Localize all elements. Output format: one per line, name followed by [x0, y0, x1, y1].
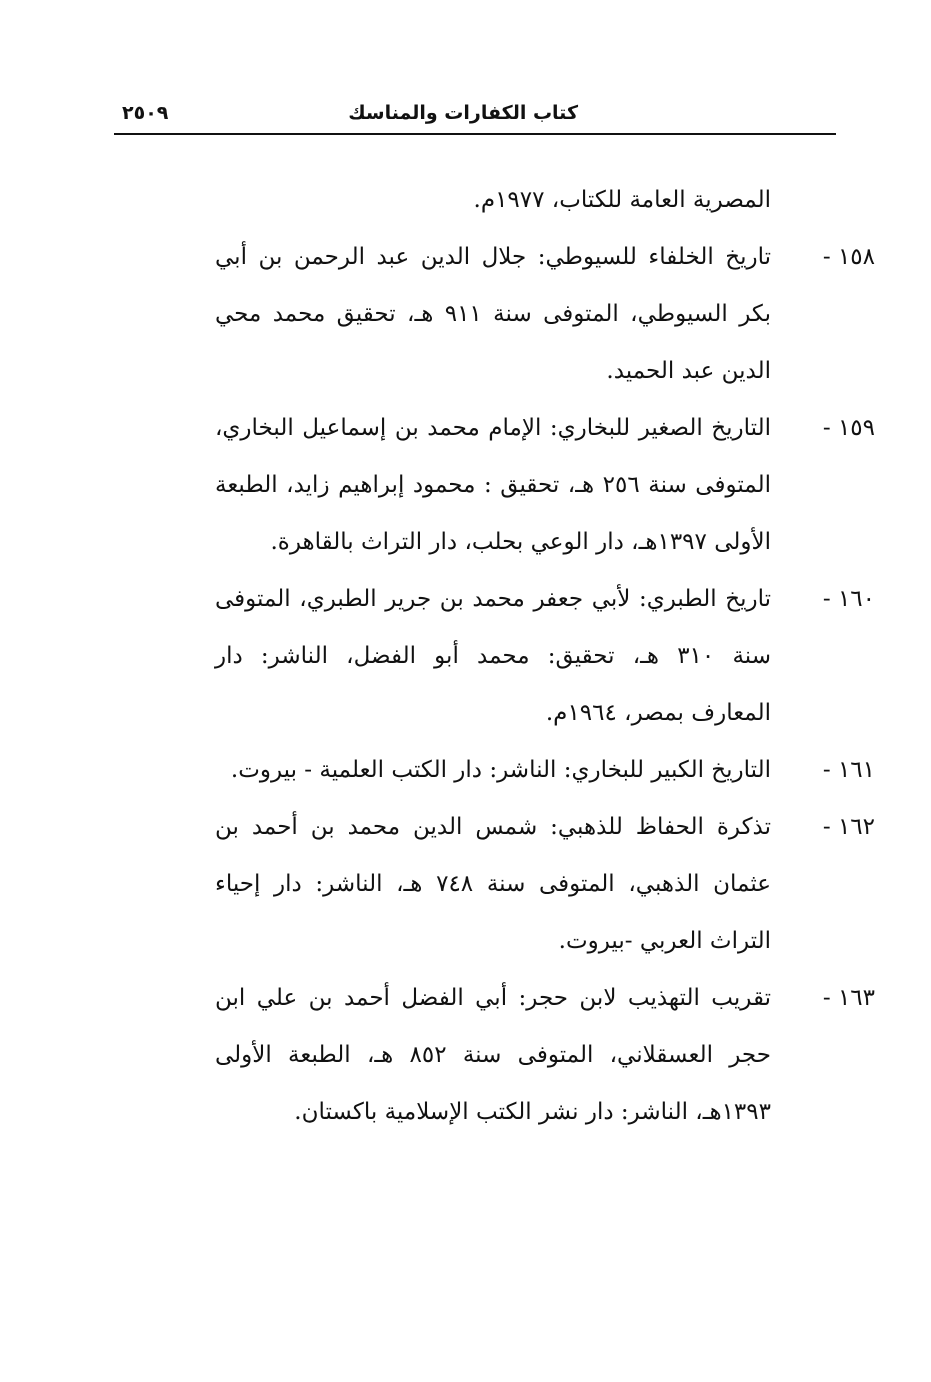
entry-number: ١٦١ - — [822, 757, 875, 783]
entry-number: ١٦٢ - — [822, 814, 875, 840]
bibliography-entry-159 — [215, 400, 875, 571]
header-title: كتاب الكفارات والمناسك — [348, 102, 578, 124]
entry-text: التاريخ الكبير للبخاري: الناشر: دار الكتب العلمية - بيروت. — [230, 757, 771, 783]
bibliography-entry-163 — [215, 970, 875, 1141]
bibliography-entry-162 — [215, 799, 875, 970]
entry-text: تقريب التهذيب لابن حجر: أبي الفضل أحمد بن علي ابن حجر العسقلاني، المتوفى سنة ٨٥٢ هـ، الطبعة الأولى ١٣٩٣هـ، الناشر: دار نشر الكتب الإسلامية باكستان. — [215, 985, 771, 1125]
entry-number: ١٦٠ - — [822, 586, 875, 612]
bibliography-entry-158 — [215, 229, 875, 400]
continuation-text: المصرية العامة للكتاب، ١٩٧٧م. — [473, 187, 771, 213]
entry-number: ١٥٩ - — [822, 415, 875, 441]
header-divider — [114, 133, 836, 135]
entry-text: تذكرة الحفاظ للذهبي: شمس الدين محمد بن أحمد بن عثمان الذهبي، المتوفى سنة ٧٤٨ هـ، الناشر: دار إحياء التراث العربي -بيروت. — [215, 814, 772, 954]
entry-text: تاريخ الخلفاء للسيوطي: جلال الدين عبد الرحمن بن أبي بكر السيوطي، المتوفى سنة ٩١١ هـ، تحقيق محمد محي الدين عبد الحميد. — [215, 244, 771, 384]
entry-number: ١٥٨ - — [822, 244, 875, 270]
entry-text: تاريخ الطبري: لأبي جعفر محمد بن جرير الطبري، المتوفى سنة ٣١٠ هـ، تحقيق: محمد أبو الفضل، الناشر: دار المعارف بمصر، ١٩٦٤م. — [215, 586, 771, 726]
bibliography-entry-160 — [215, 571, 875, 742]
bibliography-list — [215, 172, 875, 1141]
entry-number: ١٦٣ - — [822, 985, 875, 1011]
entry-text: التاريخ الصغير للبخاري: الإمام محمد بن إسماعيل البخاري، المتوفى سنة ٢٥٦ هـ، تحقيق : محمود إبراهيم زايد، الطبعة الأولى ١٣٩٧هـ، دار الوعي بحلب، دار التراث بالقاهرة. — [215, 415, 771, 555]
page-number: ٢٥٠٩ — [122, 102, 169, 124]
bibliography-entry-161 — [215, 742, 875, 799]
running-header — [116, 96, 836, 134]
